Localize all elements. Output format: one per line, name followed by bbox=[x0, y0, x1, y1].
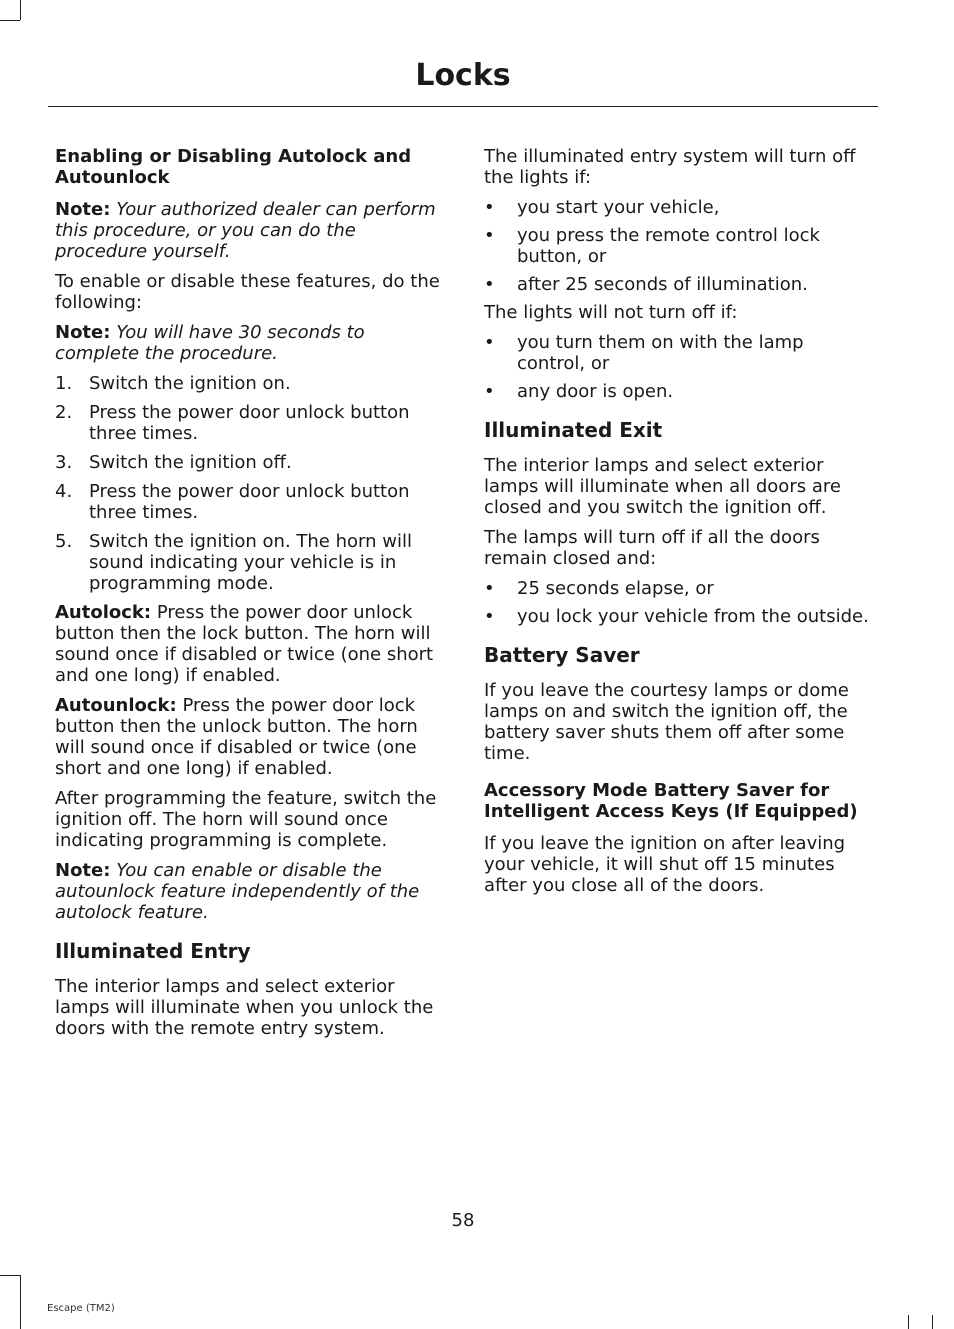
list-item-text: after 25 seconds of illumination. bbox=[517, 274, 808, 295]
list-item bbox=[484, 197, 876, 218]
section-heading-illuminated-exit: Illuminated Exit bbox=[484, 418, 663, 442]
step-text: Switch the ignition on. The horn will sound indicating your vehicle is in programming mode. bbox=[89, 531, 412, 594]
crop-mark bbox=[20, 0, 21, 20]
list-item bbox=[55, 452, 447, 473]
list-item bbox=[55, 481, 447, 523]
list-item bbox=[55, 402, 447, 444]
after-programming-paragraph: After programming the feature, switch the ignition off. The horn will sound once indicating programming is complete. bbox=[55, 788, 437, 851]
list-item-text: you turn them on with the lamp control, or bbox=[517, 332, 804, 374]
step-number: 2. bbox=[55, 402, 73, 423]
bullet-icon: • bbox=[484, 197, 495, 218]
crop-mark bbox=[20, 1275, 21, 1329]
section-heading-accessory-mode: Accessory Mode Battery Saver for Intelligent Access Keys (If Equipped) bbox=[484, 780, 858, 822]
crop-mark bbox=[0, 20, 20, 21]
exit-off-intro: The lamps will turn off if all the doors remain closed and: bbox=[484, 527, 820, 569]
list-item bbox=[55, 373, 447, 394]
section-heading-autolock: Enabling or Disabling Autolock and Autounlock bbox=[55, 146, 412, 188]
step-number: 3. bbox=[55, 452, 73, 473]
autounlock-text: Press the power door lock button then the unlock button. The horn will sound once if disabled or twice (one short and one long) if enabled. bbox=[55, 695, 418, 779]
note-paragraph bbox=[55, 199, 447, 262]
exit-off-list bbox=[484, 578, 876, 627]
list-item-text: 25 seconds elapse, or bbox=[517, 578, 714, 599]
step-text: Switch the ignition on. bbox=[89, 373, 291, 394]
bullet-icon: • bbox=[484, 606, 495, 627]
battery-saver-paragraph: If you leave the courtesy lamps or dome lamps on and switch the ignition off, the battery saver shuts them off after some time. bbox=[484, 680, 849, 764]
list-item bbox=[55, 531, 447, 594]
autounlock-paragraph bbox=[55, 695, 447, 779]
right-column bbox=[484, 146, 876, 905]
autolock-text: Press the power door unlock button then the lock button. The horn will sound once if disabled or twice (one short and one long) if enabled. bbox=[55, 602, 434, 686]
step-number: 4. bbox=[55, 481, 73, 502]
bullet-icon: • bbox=[484, 332, 495, 353]
note-label: Note: bbox=[55, 322, 111, 343]
note-paragraph bbox=[55, 322, 447, 364]
step-number: 5. bbox=[55, 531, 73, 552]
entry-not-off-intro: The lights will not turn off if: bbox=[484, 302, 738, 323]
note-text: Your authorized dealer can perform this procedure, or you can do the procedure yourself. bbox=[55, 199, 436, 262]
title-divider bbox=[48, 106, 878, 107]
list-item bbox=[484, 274, 876, 295]
list-item bbox=[484, 578, 876, 599]
step-text: Press the power door unlock button three times. bbox=[89, 402, 410, 444]
steps-list bbox=[55, 373, 447, 594]
note-text: You will have 30 seconds to complete the procedure. bbox=[55, 322, 365, 364]
crop-mark bbox=[932, 1315, 933, 1329]
page-title: Locks bbox=[415, 58, 511, 93]
step-number: 1. bbox=[55, 373, 73, 394]
step-text: Press the power door unlock button three times. bbox=[89, 481, 410, 523]
bullet-icon: • bbox=[484, 381, 495, 402]
note-text: You can enable or disable the autounlock feature independently of the autolock feature. bbox=[55, 860, 420, 923]
list-item bbox=[484, 381, 876, 402]
autounlock-label: Autounlock: bbox=[55, 695, 177, 716]
footer-model: Escape (TM2) bbox=[47, 1303, 115, 1314]
section-heading-battery-saver: Battery Saver bbox=[484, 643, 640, 667]
autolock-label: Autolock: bbox=[55, 602, 152, 623]
illuminated-entry-paragraph: The interior lamps and select exterior lamps will illuminate when you unlock the doors with the remote entry system. bbox=[55, 976, 434, 1039]
crop-mark bbox=[0, 1275, 20, 1276]
list-item bbox=[484, 606, 876, 627]
bullet-icon: • bbox=[484, 225, 495, 246]
left-column bbox=[55, 146, 447, 1048]
crop-mark bbox=[908, 1315, 909, 1329]
illuminated-exit-paragraph: The interior lamps and select exterior lamps will illuminate when all doors are closed and you switch the ignition off. bbox=[484, 455, 841, 518]
intro-paragraph: To enable or disable these features, do the following: bbox=[55, 271, 440, 313]
step-text: Switch the ignition off. bbox=[89, 452, 292, 473]
section-heading-illuminated-entry: Illuminated Entry bbox=[55, 939, 251, 963]
list-item-text: you press the remote control lock button, or bbox=[517, 225, 820, 267]
entry-off-intro: The illuminated entry system will turn off the lights if: bbox=[484, 146, 856, 188]
bullet-icon: • bbox=[484, 274, 495, 295]
list-item-text: you start your vehicle, bbox=[517, 197, 720, 218]
entry-not-off-list bbox=[484, 332, 876, 402]
note-label: Note: bbox=[55, 860, 111, 881]
note-label: Note: bbox=[55, 199, 111, 220]
accessory-mode-paragraph: If you leave the ignition on after leaving your vehicle, it will shut off 15 minutes after you close all of the doors. bbox=[484, 833, 846, 896]
list-item bbox=[484, 332, 876, 374]
entry-off-list bbox=[484, 197, 876, 295]
page-number: 58 bbox=[451, 1210, 475, 1231]
bullet-icon: • bbox=[484, 578, 495, 599]
list-item-text: any door is open. bbox=[517, 381, 674, 402]
autolock-paragraph bbox=[55, 602, 447, 686]
note-paragraph bbox=[55, 860, 447, 923]
list-item-text: you lock your vehicle from the outside. bbox=[517, 606, 869, 627]
list-item bbox=[484, 225, 876, 267]
